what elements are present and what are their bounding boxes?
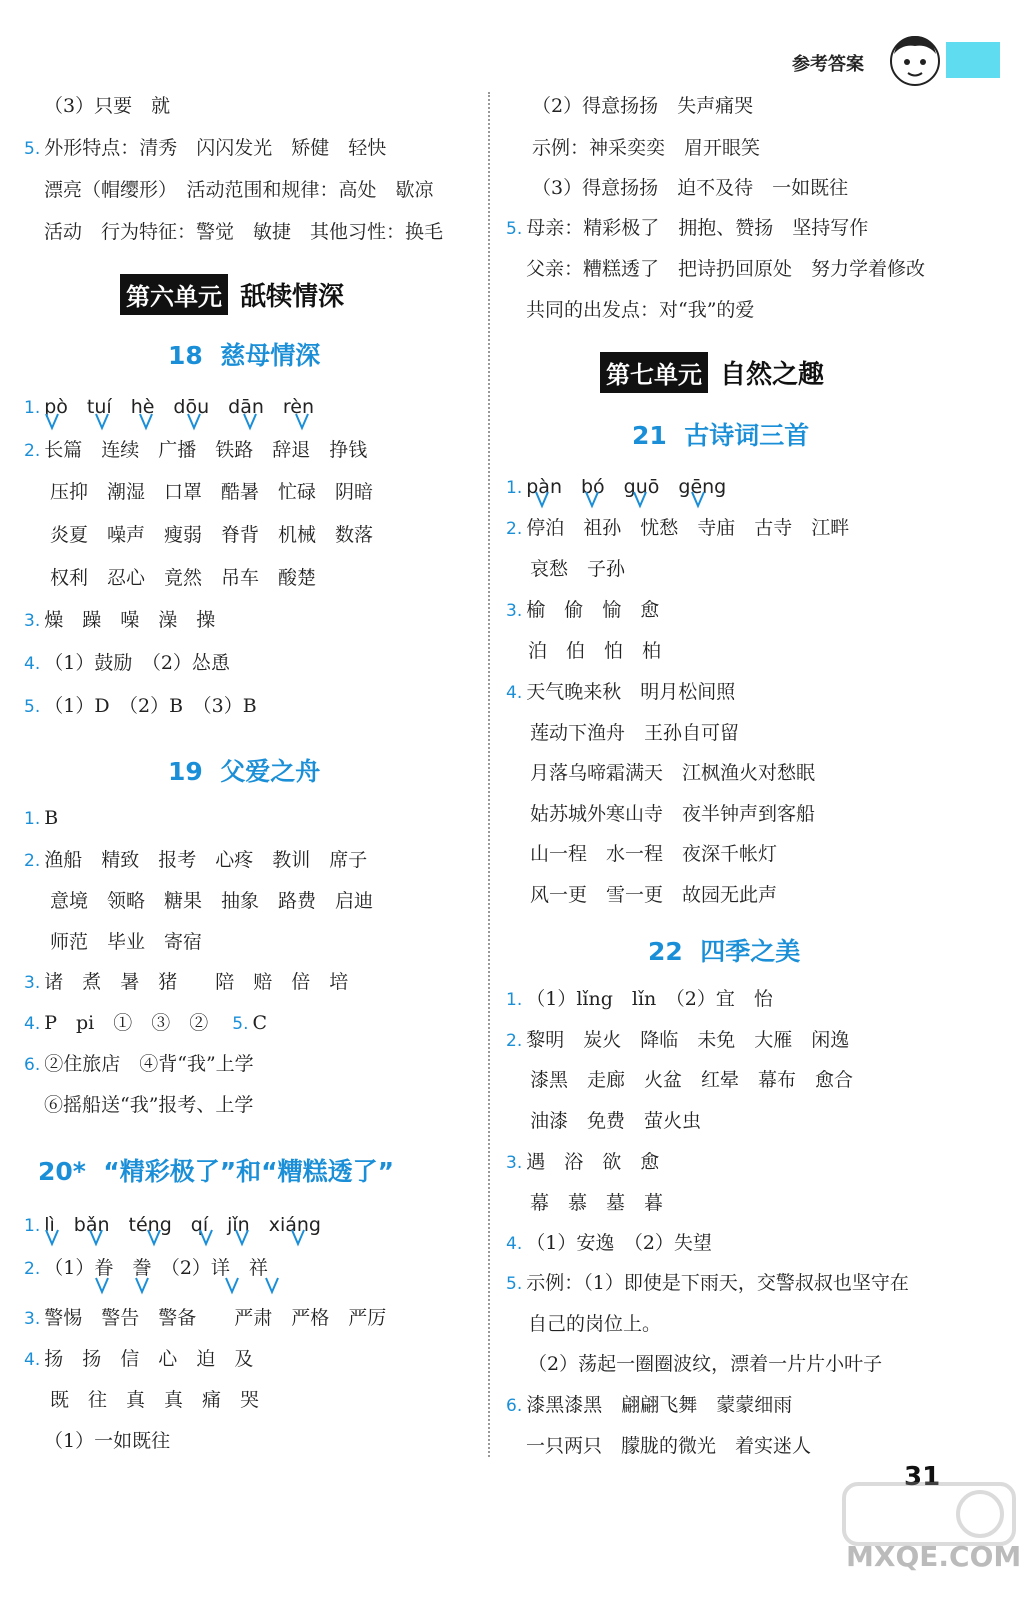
answer-line: 示例：神采奕奕 眉开眼笑	[532, 137, 761, 159]
column-divider	[488, 92, 490, 1457]
answer-line: 油漆 免费 萤火虫	[530, 1110, 702, 1132]
answer-line: 一只两只 朦胧的微光 着实迷人	[526, 1435, 812, 1457]
cartoon-boy-icon	[884, 28, 946, 90]
answer-line: 3. 遇 浴 欲 愈	[506, 1151, 660, 1173]
answer-line: （3）只要 就	[44, 95, 171, 117]
answer-line: 2. （1）眷 誊 （2）详 祥	[24, 1257, 268, 1279]
unit-heading	[120, 274, 344, 315]
answer-line: ⑥摇船送“我”报考、上学	[44, 1094, 254, 1116]
unit-tag: 第六单元	[120, 274, 228, 315]
answer-line: 莲动下渔舟 王孙自可留	[530, 722, 740, 744]
answer-line: （2）荡起一圈圈波纹，漂着一片片小叶子	[528, 1353, 883, 1375]
answer-line: （3）得意扬扬 迫不及待 一如既往	[532, 177, 849, 199]
answer-line: 4. （1）鼓励 （2）怂恿	[24, 652, 230, 674]
answer-line: 3. 诸 煮 暑 猪 陪 赔 倍 培	[24, 971, 349, 993]
answer-line: 父亲：糟糕透了 把诗扔回原处 努力学着修改	[526, 258, 926, 280]
pinyin-answer: 1. pàn bó guō gēng	[506, 476, 727, 498]
lesson-title: 21 古诗词三首	[632, 421, 810, 450]
checkmark-icons	[90, 1276, 290, 1296]
lesson-title: 18 慈母情深	[168, 341, 321, 370]
answer-line: 4. （1）安逸 （2）失望	[506, 1232, 712, 1254]
answer-line: 漂亮（帽缨形） 活动范围和规律：高处 歇凉	[44, 179, 434, 201]
answer-line: 活动 行为特征：警觉 敏捷 其他习性：换毛	[44, 221, 444, 243]
answer-line: 1. B	[24, 807, 59, 829]
answer-line: 4. 天气晚来秋 明月松间照	[506, 681, 736, 703]
answer-line: 3. 警惕 警告 警备 严肃 严格 严厉	[24, 1307, 387, 1329]
answer-line: 3. 燥 躁 噪 澡 操	[24, 609, 216, 631]
answer-line: 山一程 水一程 夜深千帐灯	[530, 843, 778, 865]
lesson-title: 22 四季之美	[648, 937, 801, 966]
pinyin-answer: 1. pò tuí hè dōu dān rèn	[24, 396, 315, 418]
answer-line: 共同的出发点：对“我”的爱	[526, 299, 755, 321]
page-number: 31	[904, 1462, 941, 1492]
watermark-text: MXQE.COM	[846, 1540, 1022, 1573]
header-label: 参考答案	[792, 54, 864, 75]
answer-line: 幕 慕 墓 暮	[530, 1192, 664, 1214]
unit-heading	[600, 352, 824, 393]
answer-line: 权利 忍心 竟然 吊车 酸楚	[50, 567, 317, 589]
answer-line: （1）一如既往	[44, 1430, 171, 1452]
answer-line: 风一更 雪一更 故园无此声	[530, 884, 778, 906]
answer-line: 炎夏 噪声 瘦弱 脊背 机械 数落	[50, 524, 374, 546]
answer-line: 6. ②住旅店 ④背“我”上学	[24, 1053, 254, 1075]
answer-line: 5. 母亲：精彩极了 拥抱、赞扬 坚持写作	[506, 217, 869, 239]
answer-line: 2. 黎明 炭火 降临 未免 大雁 闲逸	[506, 1029, 850, 1051]
answer-line: 2. 渔船 精致 报考 心疼 教训 席子	[24, 849, 368, 871]
answer-line: 1. （1）lǐng lǐn （2）宜 怡	[506, 988, 773, 1010]
answer-line: 漆黑 走廊 火盆 红晕 幕布 愈合	[530, 1069, 854, 1091]
answer-line: 泊 伯 怕 柏	[528, 640, 662, 662]
answer-line: 2. 长篇 连续 广播 铁路 辞退 挣钱	[24, 439, 368, 461]
answer-line: 压抑 潮湿 口罩 酷暑 忙碌 阴暗	[50, 481, 374, 503]
pinyin-answer: 1. lì bǎn téng qí jǐn xiáng	[24, 1214, 321, 1236]
answer-line: 意境 领略 糖果 抽象 路费 启迪	[50, 890, 374, 912]
unit-title: 舐犊情深	[240, 282, 345, 312]
answer-line: 哀愁 子孙	[530, 558, 626, 580]
checkmark-icons	[40, 412, 340, 432]
answer-line: （2）得意扬扬 失声痛哭	[532, 95, 754, 117]
answer-line: 师范 毕业 寄宿	[50, 931, 203, 953]
answer-line: 5. （1）D （2）B （3）B	[24, 695, 257, 717]
answer-line: 2. 停泊 祖孙 忧愁 寺庙 古寺 江畔	[506, 517, 850, 539]
answer-line: 5. 示例：（1）即使是下雨天，交警叔叔也坚守在	[506, 1272, 909, 1294]
answer-line: 4. P pi ① ③ ② 5. C	[24, 1012, 268, 1034]
lesson-title: 20* “精彩极了”和“糟糕透了”	[38, 1157, 394, 1186]
lesson-title: 19 父爱之舟	[168, 757, 321, 786]
answer-line: 自己的岗位上。	[528, 1313, 662, 1335]
answer-line: 4. 扬 扬 信 心 迫 及	[24, 1348, 254, 1370]
unit-tag: 第七单元	[600, 352, 708, 393]
answer-line: 既 往 真 真 痛 哭	[50, 1389, 260, 1411]
checkmark-icons	[40, 1228, 340, 1248]
unit-title: 自然之趣	[720, 360, 825, 390]
answer-line: 3. 榆 偷 愉 愈	[506, 599, 660, 621]
answer-line: 5. 外形特点：清秀 闪闪发光 矫健 轻快	[24, 137, 387, 159]
answer-line: 月落乌啼霜满天 江枫渔火对愁眠	[530, 762, 816, 784]
checkmark-icons	[524, 490, 744, 510]
answer-line: 姑苏城外寒山寺 夜半钟声到客船	[530, 803, 816, 825]
answer-line: 6. 漆黑漆黑 翩翩飞舞 蒙蒙细雨	[506, 1394, 793, 1416]
header-accent-bar	[946, 42, 1000, 78]
